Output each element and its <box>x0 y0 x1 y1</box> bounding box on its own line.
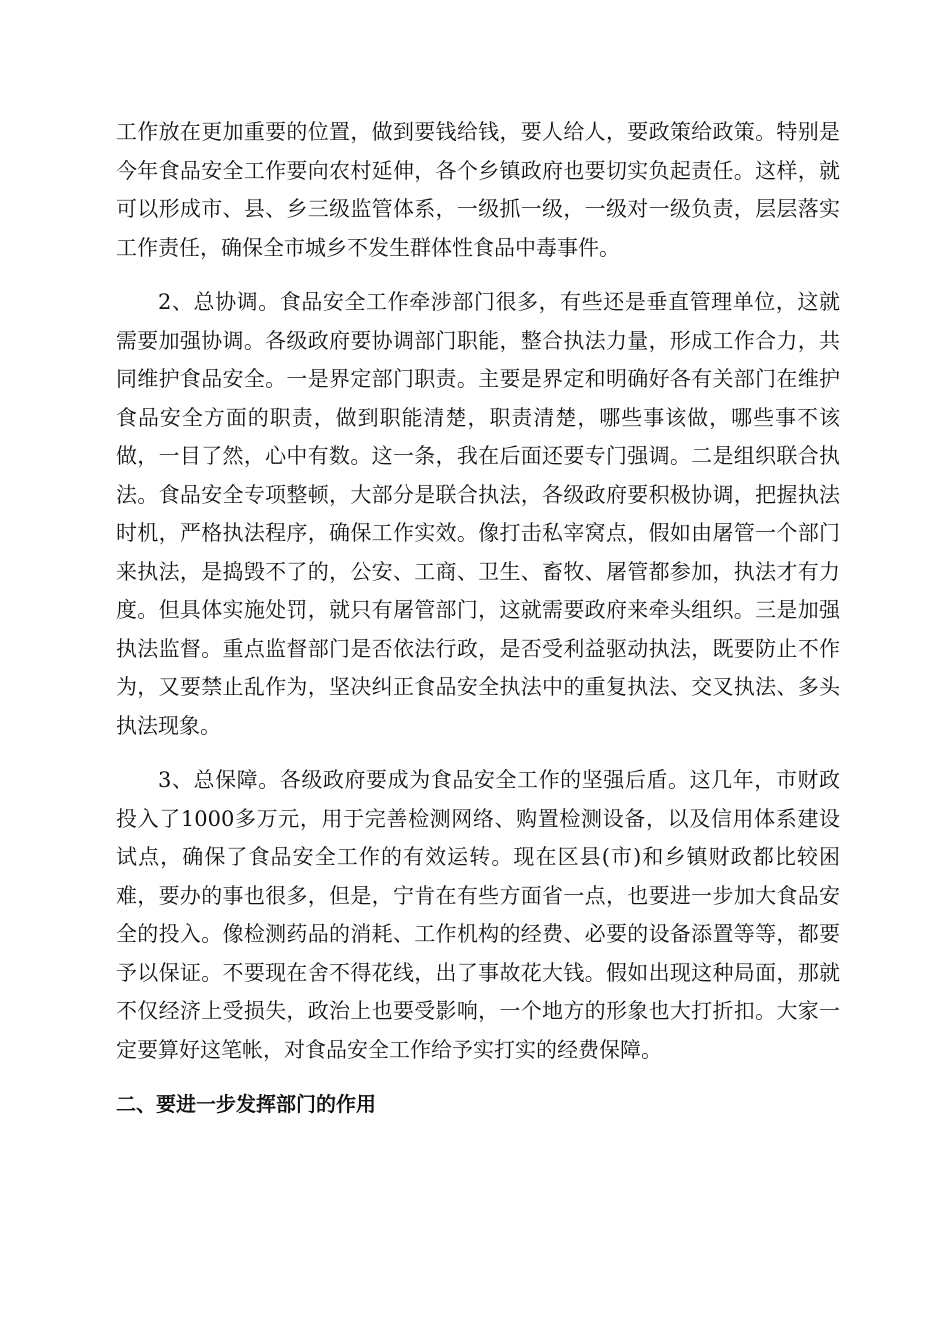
section-heading: 二、要进一步发挥部门的作用 <box>116 1092 376 1116</box>
paragraph-guarantee: 3、总保障。各级政府要成为食品安全工作的坚强后盾。这几年，市财政投入了1000多万元，用于完善检测网络、购置检测设备，以及信用体系建设试点，确保了食品安全工作的有效运转。现在区县(市)和乡镇财政都比较困难，要办的事也很多，但是，宁肯在有些方面省一点，也要进一步加大食品安全的投入。像检测药品的消耗、工作机构的经费、必要的设备添置等等，都要予以保证。不要现在舍不得花线，出了事故花大钱。假如出现这种局面，那就不仅经济上受损失，政治上也要受影响，一个地方的形象也大打折扣。大家一定要算好这笔帐，对食品安全工作给予实打实的经费保障。 <box>116 768 840 1062</box>
document-body <box>116 113 840 1124</box>
paragraph-gap <box>116 267 840 283</box>
paragraph-gap <box>116 745 840 761</box>
paragraph-coordination: 2、总协调。食品安全工作牵涉部门很多，有些还是垂直管理单位，这就需要加强协调。各级政府要协调部门职能，整合执法力量，形成工作合力，共同维护食品安全。一是界定部门职责。主要是界定和明确好各有关部门在维护食品安全方面的职责，做到职能清楚，职责清楚，哪些事该做，哪些事不该做，一目了然，心中有数。这一条，我在后面还要专门强调。二是组织联合执法。食品安全专项整顿，大部分是联合执法，各级政府要积极协调，把握执法时机，严格执法程序，确保工作实效。像打击私宰窝点，假如由屠管一个部门来执法，是捣毁不了的，公安、工商、卫生、畜牧、屠管都参加，执法才有力度。但具体实施处罚，就只有屠管部门，这就需要政府来牵头组织。三是加强执法监督。重点监督部门是否依法行政，是否受利益驱动执法，既要防止不作为，又要禁止乱作为，坚决纠正食品安全执法中的重复执法、交叉执法、多头执法现象。 <box>116 290 840 738</box>
paragraph-continuation: 工作放在更加重要的位置，做到要钱给钱，要人给人，要政策给政策。特别是今年食品安全工作要向农村延伸，各个乡镇政府也要切实负起责任。这样，就可以形成市、县、乡三级监管体系，一级抓一级，一级对一级负责，层层落实工作责任，确保全市城乡不发生群体性食品中毒事件。 <box>116 120 840 260</box>
paragraph-gap <box>116 1069 840 1085</box>
